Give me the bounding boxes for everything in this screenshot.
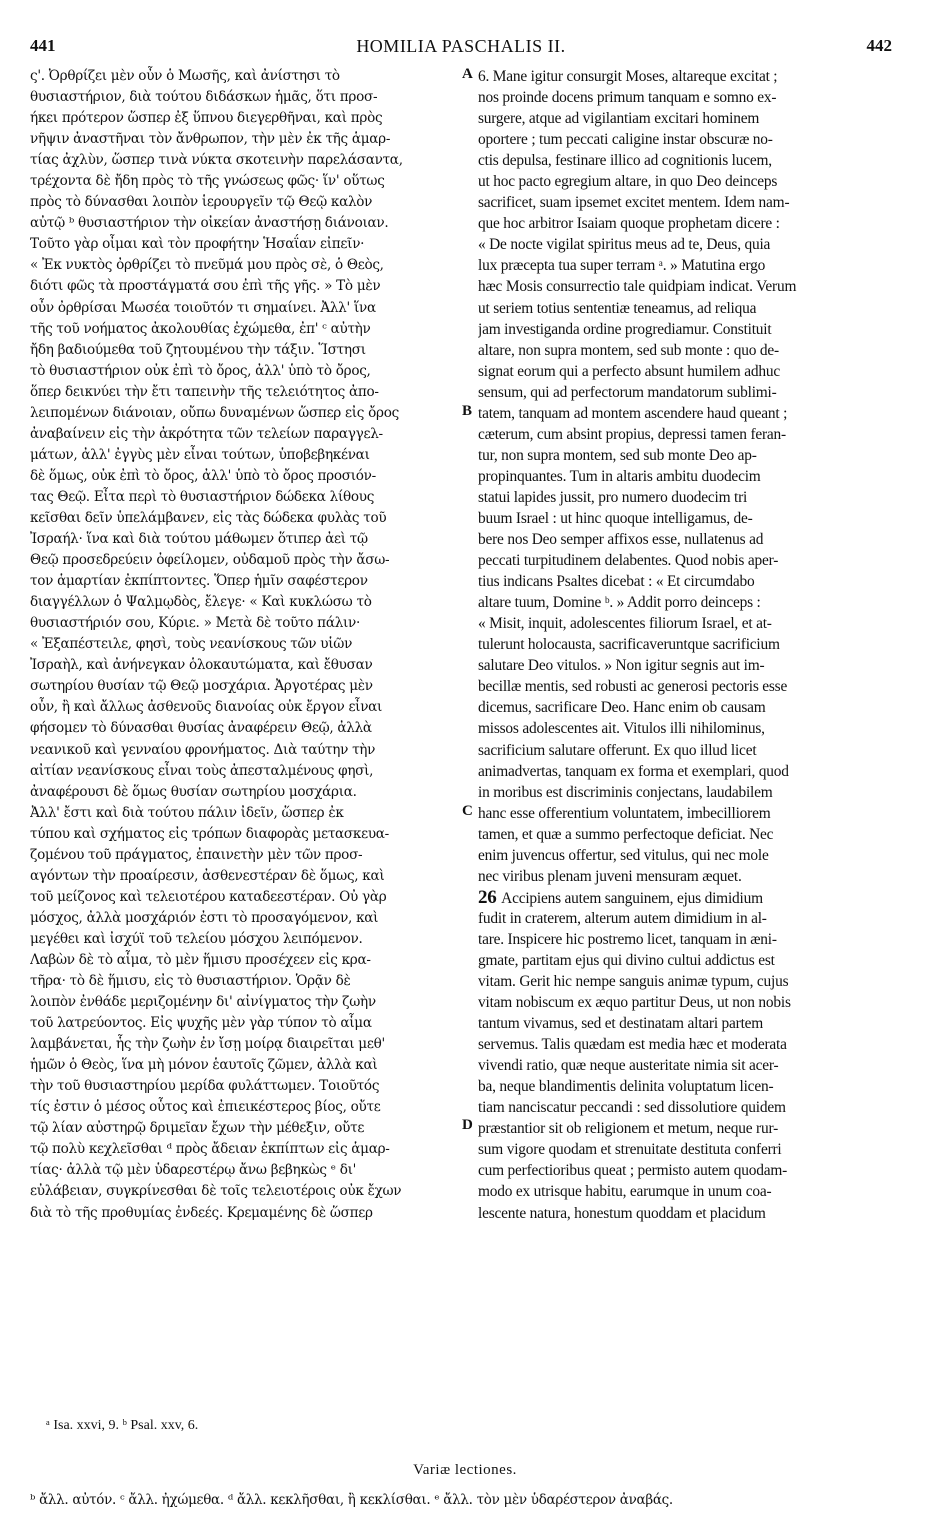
latin-text-line: jam investiganda ordine progrediamur. Constituit <box>478 320 772 338</box>
greek-text-line: κεῖσθαι δεῖν ὑπελάμβανεν, εἰς τὰς δώδεκα φυλὰς τοῦ <box>30 509 387 526</box>
latin-column <box>478 66 894 1224</box>
latin-text-line: sum vigore quodam et strenuitate destituta conferri <box>478 1141 782 1159</box>
greek-text-line: νεανικοῦ καὶ γενναίου φρονήματος. Διὰ ταύτην τὴν <box>30 741 376 758</box>
latin-text-line: becillæ mentis, sed robusti ac generosi pectoris esse <box>478 678 788 696</box>
greek-text-line: τας Θεῷ. Εἶτα περὶ τὸ θυσιαστήριον δώδεκα λίθους <box>30 488 375 505</box>
latin-text-line: tius indicans Psaltes dicebat : « Et circumdabo <box>478 573 755 591</box>
greek-text-line: λοιπὸν ἐνθάδε μεριζομένην δι' αἰνίγματος τὴν ζωὴν <box>30 994 376 1011</box>
greek-text-line: Ἰσραήλ· ἵνα καὶ διὰ τούτου μάθωμεν ὅτιπερ ἀεὶ τῷ <box>30 531 368 548</box>
latin-text-line: propinquantes. Tum in altaris ambitu duodecim <box>478 467 761 485</box>
latin-text-line: salutare Deo vitulos. » Non igitur segnis aut im- <box>478 657 765 675</box>
latin-text-line: « De nocte vigilat spiritus meus ad te, Deus, quia <box>478 236 771 254</box>
margin-letter-d: D <box>462 1117 473 1133</box>
greek-text-line: τῷ πολὺ κεχλεῖσθαι ᵈ πρὸς ἄδειαν ἐκπίπτων εἰς ἁμαρ- <box>30 1141 390 1158</box>
page-number-right: 442 <box>866 36 892 55</box>
greek-text-line: αἰτίαν νεανίσκους εἶναι τοὺς ἀπεσταλμένους φησὶ, <box>30 762 374 779</box>
greek-text-line: πρὸς τὸ δύνασθαι λοιπὸν ἱερουργεῖν τῷ Θεῷ καλὸν <box>30 194 373 211</box>
greek-text-line: ἡμῶν ὁ Θεὸς, ἵνα μὴ μόνον ἑαυτοῖς ζῶμεν, ἀλλὰ καὶ <box>30 1057 378 1074</box>
greek-text-line: ὅπερ δεικνύει τὴν ἔτι ταπεινὴν τῆς τελειότητος ἀπο- <box>30 383 379 400</box>
latin-text-line: dicemus, sacrificare Deo. Hanc enim ob causam <box>478 699 766 717</box>
latin-text-line: enim juvencus offertur, sed vitulus, qui nec mole <box>478 846 769 864</box>
running-title: HOMILIA PASCHALIS II. <box>356 36 566 56</box>
greek-text-line: τίς ἐστιν ὁ μέσος οὗτος καὶ ἐπιεικέστερος βίος, οὔτε <box>30 1099 381 1116</box>
latin-text-line: ba, neque blandimentis delinita voluptatum licen- <box>478 1078 774 1096</box>
latin-text-line: buum Israel : ut hinc quoque intelligamus, de- <box>478 509 753 527</box>
latin-text-line: in moribus est discriminis conjectans, laudabilem <box>478 783 773 801</box>
greek-text-line: οὖν, ἢ καὶ ἄλλως ἀσθενοῦς διανοίας οὐκ ἔργον εἶναι <box>30 699 383 716</box>
latin-text-line: missos adolescentes ait. Vitulos illi nihilominus, <box>478 720 765 738</box>
latin-text-line: tur, non supra montem, sed sub monte Deo ap- <box>478 446 757 464</box>
latin-text-line: statui lapides jussit, pro numero duodecim tri <box>478 488 748 506</box>
section-number: 26 <box>478 886 502 908</box>
greek-text-line: μεγέθει καὶ ἰσχύϊ τοῦ τελείου μόσχου λειπόμενον. <box>30 930 363 947</box>
latin-text-line: oportere ; tum peccati caligine instar obscuræ no- <box>478 131 773 149</box>
greek-text-line: λαμβάνεται, ἧς τὴν ζωὴν ἐν ἴσῃ μοίρᾳ διαιρεῖται μεθ' <box>30 1036 385 1053</box>
latin-text-line: altare, non supra montem, sed sub monte : quo de- <box>478 341 779 359</box>
greek-text-line: Ἀλλ' ἔστι καὶ διὰ τούτου πάλιν ἰδεῖν, ὥσπερ ἐκ <box>30 804 344 821</box>
greek-text-line: διαγγέλλων ὁ Ψαλμῳδὸς, ἔλεγε· « Καὶ κυκλώσω τὸ <box>30 594 372 611</box>
greek-text-line: τον ἁμαρτίαν ἐκπίπτοντες. Ὅπερ ἡμῖν σαφέστερον <box>30 573 368 590</box>
margin-letter-b: B <box>462 403 473 419</box>
latin-text-line: sacrificet, suam ipsemet excitet mentem. Idem nam- <box>478 194 790 212</box>
greek-text-line: διὰ τὸ τῆς προθυμίας ἐνδεές. Κρεμαμένης δὲ ὥσπερ <box>30 1204 373 1221</box>
greek-text-line: Ἰσραὴλ, καὶ ἀνήνεγκαν ὁλοκαυτώματα, καὶ ἔθυσαν <box>30 657 373 674</box>
greek-text-line: τῆρα· τὸ δὲ ἥμισυ, εἰς τὸ θυσιαστήριον. Ὁρᾷν δὲ <box>30 973 351 990</box>
latin-text-line: tantum vivamus, sed et destinatam altari partem <box>478 1015 764 1033</box>
latin-text-line: hæc Mosis consurrectio tale quidpiam indicat. Verum <box>478 278 797 296</box>
page-header <box>30 36 892 60</box>
latin-text-line: hanc esse offerentium voluntatem, imbecilliorem <box>478 804 771 822</box>
greek-text-line: θυσιαστήριον, διὰ τούτου διδάσκων ἡμᾶς, ὅτι προσ- <box>30 89 378 106</box>
greek-text-line: ἤδη βαδιούμεθα τοῦ ζητουμένου τὴν τάξιν. Ἵστησι <box>30 341 366 358</box>
greek-text-line: τοῦ μείζονος καὶ τελειοτέρου καταδεεστέραν. Οὐ γὰρ <box>30 888 387 905</box>
greek-text-line: δὲ ὅμως, οὐκ ἐπὶ τὸ ὄρος, ἀλλ' ὑπὸ τὸ ὄρος προσιόν- <box>30 467 376 484</box>
greek-text-line: τίας ἀχλὺν, ὥσπερ τινὰ νύκτα σκοτεινὴν παρελάσαντα, <box>30 152 403 169</box>
latin-text-line: surgere, atque ad vigilantiam excitari hominem <box>478 110 760 128</box>
latin-text-line: signat eorum qui a perfecto absunt humilem adhuc <box>478 362 780 380</box>
greek-text-line: μόσχος, ἀλλὰ μοσχάριόν ἐστι τὸ προσαγόμενον, καὶ <box>30 909 379 926</box>
greek-text-line: ἀναφέρουσι δὲ ὅμως θυσίαν σωτηρίου μοσχάρια. <box>30 783 357 800</box>
greek-text-line: ήκει πρότερον ὥσπερ ἐξ ὕπνου διεγερθῆναι, καὶ πρὸς <box>30 110 383 127</box>
latin-text-line: « Misit, inquit, adolescentes filiorum Israel, et at- <box>478 615 772 633</box>
latin-text-line-body: Accipiens autem sanguinem, ejus dimidium <box>501 889 763 907</box>
margin-letter-c: C <box>462 803 473 819</box>
greek-text-line: εὐλάβειαν, συγκρίνεσθαι δὲ τοῖς τελειοτέροις οὐκ ἔχων <box>30 1183 402 1200</box>
greek-text-line: Λαβὼν δὲ τὸ αἷμα, τὸ μὲν ἥμισυ προσέχεεν εἰς κρα- <box>30 951 371 968</box>
latin-text-line: animadvertas, tanquam ex forma et exemplari, quod <box>478 762 789 780</box>
latin-text-line: tatem, tanquam ad montem ascendere haud queant ; <box>478 404 788 422</box>
greek-text-line: τοῦ λατρεύοντος. Εἰς ψυχῆς μὲν γὰρ τύπον τὸ αἷμα <box>30 1015 372 1032</box>
latin-text-line: servemus. Talis quædam est media hæc et moderata <box>478 1036 787 1054</box>
latin-text-line: tiam nanciscatur peccandi : sed dissolutiore quidem <box>478 1099 786 1117</box>
greek-text-line: ἀναβαίνειν εἰς τὴν ἀκρότητα τῶν τελείων παραγγελ- <box>30 425 383 442</box>
latin-text-line: fudit in craterem, alterum autem dimidium in al- <box>478 909 767 927</box>
latin-text-line <box>478 887 894 908</box>
latin-text-line: gmate, partitam ejus qui divino cultui addictus est <box>478 951 775 969</box>
latin-text-line: modo ex utrisque habitu, earumque in unum coa- <box>478 1183 772 1201</box>
greek-text-line: νῆψιν ἀναστῆναι τὸν ἄνθρωπον, τὴν μὲν ἐκ τῆς ἁμαρ- <box>30 131 391 148</box>
latin-text-line: vivendi ratio, quæ neque austeritate nimia sit acer- <box>478 1057 779 1075</box>
greek-text-line: οὖν ὀρθρίσαι Μωσέα τοιοῦτόν τι σημαίνει. Ἀλλ' ἵνα <box>30 299 376 316</box>
greek-text-line: τρέχοντα δὲ ἤδη πρὸς τὸ τῆς γνώσεως φῶς· ἵν' οὕτως <box>30 173 385 190</box>
greek-text-line: διότι φῶς τὰ προστάγματά σου ἐπὶ τῆς γῆς. » Τὸ μὲν <box>30 278 381 295</box>
greek-text-line: τῆς τοῦ νοήματος ἀκολουθίας ἐχώμεθα, ἐπ' ᶜ αὐτὴν <box>30 320 371 337</box>
greek-text-line: τῷ λίαν αὐστηρῷ δριμεῖαν ἔχων τὴν μέθεξιν, οὔτε <box>30 1120 365 1137</box>
latin-text-line: lescente natura, honestum quoddam et placidum <box>478 1204 766 1222</box>
latin-text-line: peccati turpitudinem delabentes. Quod nobis aper- <box>478 552 779 570</box>
latin-text-line: tulerunt holocausta, sacrificaveruntque sacrificium <box>478 636 780 654</box>
greek-text-line: τὴν τοῦ θυσιαστηρίου μερίδα φυλάττωμεν. Τοιοῦτός <box>30 1078 380 1095</box>
greek-text-line: « Ἐξαπέστειλε, φησὶ, τοὺς νεανίσκους τῶν υἱῶν <box>30 636 353 653</box>
latin-text-line: nos proinde docens primum tanquam e somno ex- <box>478 89 777 107</box>
greek-text-line: φήσομεν τὸ δύνασθαι θυσίας ἀναφέρειν Θεῷ, ἀλλὰ <box>30 720 372 737</box>
greek-text-line: ζομένου τοῦ πράγματος, ἐπαινετὴν μὲν τῶν προσ- <box>30 846 363 863</box>
latin-text-line: que hoc arbitror Isaiam quoque prophetam dicere : <box>478 215 780 233</box>
greek-text-line: « Ἐκ νυκτὸς ὀρθρίζει τὸ πνεῦμά μου πρὸς σὲ, ὁ Θεὸς, <box>30 257 384 274</box>
latin-text-line: cum perfectioribus queat ; permisto autem quodam- <box>478 1162 788 1180</box>
latin-text-line: sensum, qui ad perfectorum mandatorum sublimi- <box>478 383 777 401</box>
greek-text-line: τύπου καὶ σχήματος εἰς τρόπων διαφορὰς μετασκευα- <box>30 825 389 842</box>
latin-text-line: vitam nobiscum ex æquo partitur Deus, ut non nobis <box>478 994 791 1012</box>
greek-text-line: αγόντων τὴν προαίρεσιν, ἀσθενεστέραν δὲ ὅμως, καὶ <box>30 867 385 884</box>
greek-text-line: μάτων, ἀλλ' ἐγγὺς μὲν εἶναι τούτων, ὑποβεβηκέναι <box>30 446 370 463</box>
latin-text-line: ut seriem totius sententiæ teneamus, ad reliqua <box>478 299 757 317</box>
greek-text-line: Τοῦτο γὰρ οἶμαι καὶ τὸν προφήτην Ἡσαΐαν εἰπεῖν· <box>30 236 365 253</box>
latin-text-line: ctis depulsa, festinare illico ad cognitionis lucem, <box>478 152 772 170</box>
footnote: ᵃ Isa. xxvi, 9. ᵇ Psal. xxv, 6. <box>46 1418 199 1433</box>
latin-text-line: 6. Mane igitur consurgit Moses, altareque excitat ; <box>478 68 778 85</box>
greek-text-line: τὸ θυσιαστήριον οὐκ ἐπὶ τὸ ὄρος, ἀλλ' ὑπὸ τὸ ὄρος, <box>30 362 371 379</box>
latin-text-line: præstantior sit ob religionem et metum, neque rur- <box>478 1120 778 1138</box>
margin-letter-a: A <box>462 66 473 82</box>
latin-text-line: tare. Inspicere hic postremo licet, tanquam in æni- <box>478 930 777 948</box>
greek-text-line: τίας· ἀλλὰ τῷ μὲν ὑδαρεστέρῳ ἄνω βεβηκὼς ᵉ δι' <box>30 1162 357 1179</box>
variae-lectiones-title: Variæ lectiones. <box>413 1462 517 1478</box>
greek-text-line: Θεῷ προσεδρεύειν ὀφείλομεν, οὐδαμοῦ πρὸς τὴν ἄσω- <box>30 552 390 569</box>
variae-lectiones-text: ᵇ ἄλλ. αὐτόν. ᶜ ἄλλ. ἠχώμεθα. ᵈ ἄλλ. κεκλῆσθαι, ἢ κεκλίσθαι. ᵉ ἄλλ. τὸν μὲν ὑδαρέστερον ἀναβάς. <box>30 1492 673 1508</box>
latin-text-line: vitam. Gerit hic nempe sanguis animæ typum, cujus <box>478 973 789 991</box>
latin-text-line: ut hoc pacto egregium altare, in quo Deo deinceps <box>478 173 778 191</box>
latin-text-line: lux præcepta tua super terram ᵃ. » Matutina ergo <box>478 257 766 275</box>
greek-text-line: λειπομένων διάνοιαν, οὔπω δυναμένων ὥσπερ εἰς ὄρος <box>30 404 399 421</box>
latin-text-line: cæterum, cum absint propius, depressi tamen feran- <box>478 425 786 443</box>
latin-text-line: nec viribus plenam juveni mensuram æquet. <box>478 867 742 885</box>
greek-column <box>30 66 472 1224</box>
latin-text-line: sacrificium salutare offerunt. Ex quo illud licet <box>478 741 757 759</box>
latin-text-line: tamen, et quæ a summo perfectoque deficiat. Nec <box>478 825 774 843</box>
latin-text-line: bere nos Deo semper affixos esse, nullatenus ad <box>478 531 764 549</box>
greek-text-line: σωτηρίου θυσίαν τῷ Θεῷ μοσχάρια. Ἀργοτέρας μὲν <box>30 678 373 695</box>
greek-text-line: θυσιαστήριόν σου, Κύριε. » Μετὰ δὲ τοῦτο πάλιν· <box>30 615 361 632</box>
greek-text-line: ς'. Ὀρθρίζει μὲν οὖν ὁ Μωσῆς, καὶ ἀνίστησι τὸ <box>30 68 340 84</box>
greek-text-line: αὐτῷ ᵇ θυσιαστήριον τὴν οἰκείαν ἀναστήσῃ διάνοιαν. <box>30 215 389 232</box>
page-number-left: 441 <box>30 36 56 55</box>
latin-text-line: altare tuum, Domine ᵇ. » Addit porro deinceps : <box>478 594 761 612</box>
